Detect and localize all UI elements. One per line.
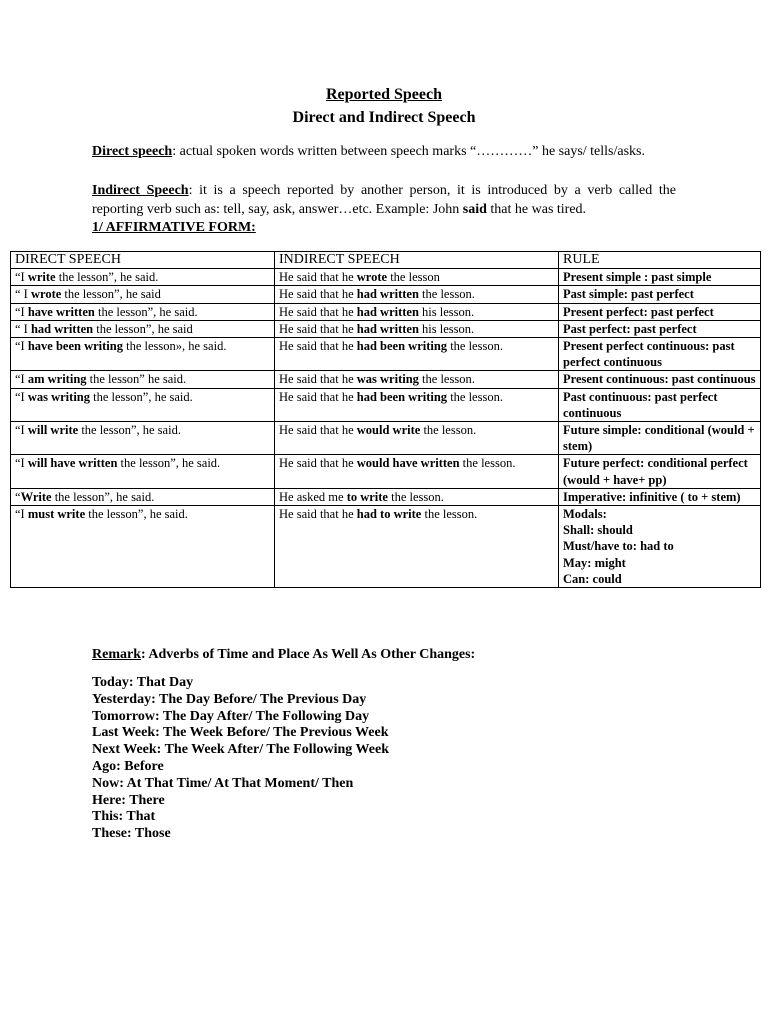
indirect-speech-cell [275, 320, 559, 337]
direct-speech-cell [11, 269, 275, 286]
page-title: Reported Speech [326, 86, 442, 103]
direct-bold: have written [27, 304, 95, 319]
indirect-speech-label: Indirect Speech [92, 183, 189, 198]
adverb-item: Last Week: The Week Before/ The Previous Week [92, 725, 389, 741]
indirect-pre: He said that he [279, 423, 357, 438]
indirect-pre: He said that he [279, 456, 357, 471]
indirect-pre: He said that he [279, 389, 357, 404]
indirect-bold: had written [356, 287, 419, 302]
indirect-post: the lesson. [418, 372, 475, 387]
indirect-speech-cell [275, 269, 559, 286]
rule-text: Present continuous: past continuous [563, 372, 756, 387]
indirect-post: the lesson. [459, 456, 516, 471]
adverb-list [92, 675, 389, 843]
direct-speech-text: : actual spoken words written between speech marks “…………” he says/ tells/asks. [172, 144, 645, 159]
column-header-direct: DIRECT SPEECH [11, 252, 275, 269]
table-body [11, 269, 761, 588]
column-header-rule: RULE [559, 252, 761, 269]
remark-line [92, 647, 475, 663]
indirect-speech-cell [275, 488, 559, 505]
indirect-post: the lesson [387, 270, 440, 285]
direct-pre: “I [15, 304, 28, 319]
rule-text: Future simple: conditional (would + stem) [563, 423, 755, 454]
page-subtitle: Direct and Indirect Speech [292, 109, 476, 126]
rule-cell [559, 320, 761, 337]
indirect-speech-cell [275, 371, 559, 388]
direct-bold: will write [27, 423, 79, 438]
indirect-pre: He said that he [279, 270, 357, 285]
direct-bold: have been writing [27, 339, 123, 354]
table-row [11, 303, 761, 320]
direct-post: the lesson”, he said. [55, 270, 159, 285]
indirect-post: his lesson. [418, 321, 475, 336]
indirect-post: the lesson. [418, 287, 475, 302]
indirect-bold: had to write [356, 507, 422, 522]
table-row [11, 320, 761, 337]
adverb-item: These: Those [92, 826, 171, 842]
remark-label: Remark [92, 647, 141, 662]
direct-speech-cell [11, 286, 275, 303]
indirect-pre: He said that he [279, 321, 357, 336]
rule-text: Imperative: infinitive ( to + stem) [563, 489, 741, 504]
direct-post: the lesson», he said. [122, 339, 227, 354]
direct-bold: write [27, 270, 56, 285]
indirect-post: his lesson. [418, 304, 475, 319]
direct-bold: was writing [27, 389, 90, 404]
rule-cell [559, 303, 761, 320]
direct-bold: wrote [30, 287, 62, 302]
direct-pre: “I [15, 339, 28, 354]
direct-post: the lesson”, he said. [94, 304, 198, 319]
table-row [11, 338, 761, 371]
indirect-speech-text-2: that he was tired. [486, 202, 587, 217]
adverb-item: Now: At That Time/ At That Moment/ Then [92, 775, 354, 791]
direct-pre: “I [15, 270, 28, 285]
rule-cell [559, 286, 761, 303]
adverb-item: Tomorrow: The Day After/ The Following Day [92, 708, 370, 724]
direct-speech-cell [11, 388, 275, 421]
indirect-post: the lesson. [447, 339, 503, 354]
adverb-item: Yesterday: The Day Before/ The Previous Day [92, 691, 367, 707]
direct-post: the lesson”, he said [93, 321, 193, 336]
rule-text: Past perfect: past perfect [563, 321, 697, 336]
indirect-bold: had written [356, 321, 419, 336]
direct-post: the lesson”, he said. [78, 423, 181, 438]
direct-bold: had written [30, 321, 94, 336]
indirect-speech-cell [275, 303, 559, 320]
indirect-pre: He said that he [279, 372, 357, 387]
direct-speech-cell [11, 422, 275, 455]
direct-bold: will have written [27, 456, 118, 471]
direct-pre: “ I [15, 321, 31, 336]
direct-speech-cell [11, 506, 275, 588]
direct-bold: am writing [27, 372, 87, 387]
rule-text: Present simple : past simple [563, 270, 712, 285]
column-header-indirect: INDIRECT SPEECH [275, 252, 559, 269]
rule-cell [559, 371, 761, 388]
indirect-pre: He asked me [279, 489, 347, 504]
adverb-item: Next Week: The Week After/ The Following Week [92, 742, 389, 758]
rule-text: Modals: Shall: should Must/have to: had to May: might Can: could [563, 507, 674, 586]
direct-bold: must write [27, 507, 86, 522]
reported-speech-table [10, 251, 761, 588]
indirect-speech-text-1: : it is a speech reported by another person, it is introduced by a verb called the reporting verb such as: tell, say, ask, answer…etc. Example: John [92, 183, 676, 217]
rule-text: Past continuous: past perfect continuous [563, 389, 718, 420]
direct-pre: “I [15, 372, 28, 387]
direct-post: the lesson”, he said. [51, 489, 155, 504]
direct-pre: “ [15, 489, 21, 504]
indirect-post: the lesson. [420, 423, 477, 438]
indirect-bold: had written [356, 304, 419, 319]
indirect-speech-cell [275, 422, 559, 455]
rule-text: Past simple: past perfect [563, 287, 694, 302]
section-heading: 1/ AFFIRMATIVE FORM: [92, 220, 256, 235]
rule-text: Future perfect: conditional perfect (would + have+ pp) [563, 456, 748, 487]
direct-speech-label: Direct speech [92, 144, 173, 159]
direct-pre: “I [15, 456, 28, 471]
direct-pre: “I [15, 389, 28, 404]
indirect-speech-bold: said [462, 202, 487, 217]
rule-text: Present perfect continuous: past perfect continuous [563, 339, 735, 370]
rule-cell [559, 455, 761, 488]
indirect-bold: would have written [356, 456, 460, 471]
indirect-pre: He said that he [279, 304, 357, 319]
direct-speech-definition [92, 142, 676, 161]
rule-cell [559, 488, 761, 505]
indirect-pre: He said that he [279, 507, 357, 522]
rule-cell [559, 422, 761, 455]
indirect-pre: He said that he [279, 339, 357, 354]
table-row [11, 506, 761, 588]
adverb-item: Here: There [92, 792, 165, 808]
indirect-post: the lesson. [421, 507, 478, 522]
direct-speech-cell [11, 371, 275, 388]
direct-post: the lesson”, he said. [117, 456, 221, 471]
adverb-item: Ago: Before [92, 758, 164, 774]
table-row [11, 388, 761, 421]
table-row [11, 455, 761, 488]
indirect-speech-cell [275, 506, 559, 588]
indirect-bold: had been writing [356, 389, 448, 404]
direct-speech-cell [11, 303, 275, 320]
remark-text: : Adverbs of Time and Place As Well As Other Changes: [141, 647, 476, 662]
adverb-item: Today: That Day [92, 675, 194, 690]
table-row [11, 269, 761, 286]
direct-speech-cell [11, 455, 275, 488]
direct-speech-cell [11, 338, 275, 371]
direct-post: the lesson”, he said. [85, 507, 188, 522]
indirect-speech-definition [92, 181, 676, 219]
direct-post: the lesson” he said. [86, 372, 187, 387]
indirect-speech-cell [275, 286, 559, 303]
table-row [11, 488, 761, 505]
direct-pre: “ I [15, 287, 31, 302]
table-row [11, 286, 761, 303]
direct-bold: Write [20, 489, 52, 504]
indirect-bold: had been writing [356, 339, 448, 354]
direct-post: the lesson”, he said. [90, 389, 193, 404]
adverb-item: This: That [92, 809, 156, 825]
direct-speech-cell [11, 320, 275, 337]
table-row [11, 422, 761, 455]
rule-text: Present perfect: past perfect [563, 304, 714, 319]
rule-cell [559, 269, 761, 286]
indirect-post: the lesson. [447, 389, 503, 404]
indirect-bold: to write [346, 489, 388, 504]
direct-pre: “I [15, 507, 28, 522]
table-row [11, 371, 761, 388]
indirect-speech-cell [275, 388, 559, 421]
indirect-bold: would write [356, 423, 421, 438]
rule-cell [559, 338, 761, 371]
indirect-bold: wrote [356, 270, 388, 285]
rule-cell [559, 506, 761, 588]
table-header-row [11, 252, 761, 269]
indirect-speech-cell [275, 338, 559, 371]
direct-post: the lesson”, he said [61, 287, 161, 302]
indirect-bold: was writing [356, 372, 419, 387]
indirect-pre: He said that he [279, 287, 357, 302]
rule-cell [559, 388, 761, 421]
direct-speech-cell [11, 488, 275, 505]
indirect-post: the lesson. [387, 489, 444, 504]
direct-pre: “I [15, 423, 28, 438]
indirect-speech-cell [275, 455, 559, 488]
